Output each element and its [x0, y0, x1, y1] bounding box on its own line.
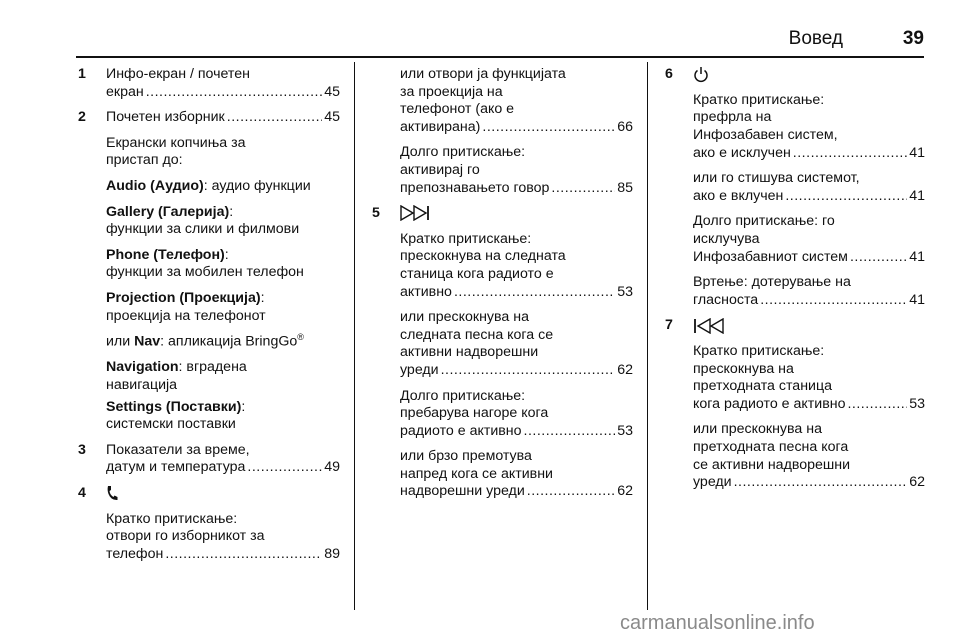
- page-ref[interactable]: 45: [324, 109, 340, 126]
- entry-text: префрла на: [693, 109, 772, 126]
- entry-text: отвори го изборникот за: [106, 528, 265, 545]
- entry-6: [665, 66, 925, 309]
- entry-text: Кратко притискање:: [693, 91, 825, 108]
- nav-item: или Nav: апликација BringGo®: [106, 332, 304, 350]
- next-track-icon: [400, 205, 436, 221]
- entry-number: 1: [78, 66, 86, 82]
- page-ref[interactable]: 41: [909, 248, 925, 265]
- page-ref[interactable]: 41: [909, 144, 925, 161]
- entry-icon-row: [693, 317, 925, 335]
- page-header: [0, 28, 960, 52]
- entry-text: прескокнува на следната: [400, 248, 566, 265]
- toc-line: Инфозабавниот систем ..... 41: [693, 249, 925, 267]
- toc-line: ако е исклучен ..... 41: [693, 145, 925, 163]
- entry-icon-row: [400, 205, 633, 223]
- header-divider: [76, 56, 924, 58]
- entry-4: [78, 485, 340, 563]
- entry-text: или прескокнува на: [400, 309, 529, 326]
- entry-text: прескокнува на: [693, 360, 794, 377]
- entry-2: [78, 109, 340, 434]
- entry-text: за проекција на: [400, 83, 503, 100]
- watermark: carmanualsonline.info: [620, 612, 815, 634]
- entry-text: следната песна кога се: [400, 326, 554, 343]
- column-divider: [647, 62, 648, 610]
- toc-line: радиото е активно ..... 53: [400, 423, 633, 441]
- entry-text: Долго притискање:: [400, 387, 526, 404]
- entry-number: 6: [665, 66, 673, 82]
- entry-text: Кратко притискање:: [693, 342, 825, 359]
- entry-text: претходната песна кога: [693, 438, 849, 455]
- page-ref[interactable]: 53: [617, 283, 633, 300]
- entry-icon-row: [106, 485, 340, 503]
- entry-text: исклучува: [693, 231, 760, 247]
- page-ref[interactable]: 85: [617, 179, 633, 196]
- gallery-item: Gallery (Галерија): функции за слики и филмови: [106, 203, 300, 238]
- entry-text: се активни надворешни: [693, 456, 851, 473]
- entry-text: Инфо-екран / почетен: [106, 66, 250, 82]
- entry-text: телефонот (ако е: [400, 101, 515, 118]
- toc-line: телефон ..... 89: [106, 546, 340, 564]
- entry-text: напред кога се активни: [400, 465, 553, 482]
- page-ref[interactable]: 62: [909, 474, 925, 491]
- settings-item: Settings (Поставки): системски поставки: [106, 398, 246, 433]
- page-ref[interactable]: 89: [324, 545, 340, 562]
- entry-number: 3: [78, 441, 86, 458]
- entry-text: или го стишува системот,: [693, 170, 860, 187]
- power-icon: [693, 66, 709, 83]
- entry-text: Вртење: дотерување на: [693, 274, 851, 291]
- entry-text: Долго притискање:: [400, 144, 526, 161]
- column-3: [665, 66, 925, 500]
- phone-item: Phone (Телефон): функции за мобилен телефон: [106, 246, 304, 281]
- entry-text: Екрански копчиња за пристап до:: [106, 134, 246, 169]
- entry-5: [372, 205, 633, 501]
- page-ref[interactable]: 45: [324, 83, 340, 100]
- entry-text: Инфозабавен систем,: [693, 127, 838, 144]
- entry-number: 7: [665, 317, 673, 334]
- entry-text: пребарува нагоре кога: [400, 405, 549, 422]
- entry-number: 2: [78, 109, 86, 126]
- page-ref[interactable]: 49: [324, 459, 340, 476]
- entry-3: [78, 442, 340, 477]
- entry-icon-row: [693, 66, 925, 84]
- page-ref[interactable]: 41: [909, 187, 925, 204]
- projection-item: Projection (Проекција): проекција на телефонот: [106, 289, 266, 324]
- toc-line: датум и температура ..... 49: [106, 459, 340, 477]
- page-ref[interactable]: 66: [617, 118, 633, 135]
- page-ref[interactable]: 62: [617, 361, 633, 378]
- page-ref[interactable]: 62: [617, 483, 633, 500]
- entry-text: Показатели за време,: [106, 441, 250, 458]
- column-1: [78, 66, 340, 571]
- column-2: [372, 66, 633, 509]
- entry-text: Долго притискање: го: [693, 213, 835, 230]
- toc-line: Почетен изборник ..... 45: [106, 109, 340, 127]
- toc-line: гласноста ..... 41: [693, 292, 925, 310]
- navigation-item: Navigation: вградена навигација: [106, 359, 247, 394]
- entry-text: станица кога радиото е: [400, 265, 554, 282]
- entry-text: активни надворешни: [400, 344, 539, 361]
- entry-text: или прескокнува на: [693, 421, 822, 438]
- page-number: 39: [902, 28, 924, 49]
- entry-text: претходната станица: [693, 378, 832, 395]
- page-title: Вовед: [788, 28, 843, 49]
- toc-line: екран ..... 45: [106, 84, 340, 102]
- entry-4-continued: [372, 66, 633, 197]
- entry-text: или брзо премотува: [400, 448, 532, 465]
- entry-7: [665, 317, 925, 491]
- previous-track-icon: [693, 318, 729, 334]
- toc-line: надворешни уреди ..... 62: [400, 483, 633, 501]
- audio-item: Audio (Аудио): аудио функции: [106, 177, 311, 194]
- phone-icon: [106, 485, 118, 501]
- page-ref[interactable]: 53: [617, 422, 633, 439]
- toc-line: препознавањето говор ..... 85: [400, 180, 633, 198]
- toc-line: уреди ..... 62: [400, 362, 633, 380]
- toc-line: уреди ..... 62: [693, 474, 925, 492]
- entry-text: Кратко притискање:: [106, 510, 238, 527]
- toc-line: активирана) ..... 66: [400, 119, 633, 137]
- entry-text: активирај го: [400, 161, 480, 178]
- entry-1: [78, 66, 340, 101]
- entry-number: 5: [372, 205, 380, 222]
- entry-number: 4: [78, 485, 86, 502]
- toc-line: активно ..... 53: [400, 284, 633, 302]
- page-ref[interactable]: 53: [909, 395, 925, 412]
- toc-line: ако е вклучен ..... 41: [693, 188, 925, 206]
- column-divider: [354, 62, 355, 610]
- entry-text: Кратко притискање:: [400, 230, 532, 247]
- page-ref[interactable]: 41: [909, 291, 925, 308]
- toc-line: кога радиото е активно ..... 53: [693, 396, 925, 414]
- entry-text: или отвори ја функцијата: [400, 66, 566, 82]
